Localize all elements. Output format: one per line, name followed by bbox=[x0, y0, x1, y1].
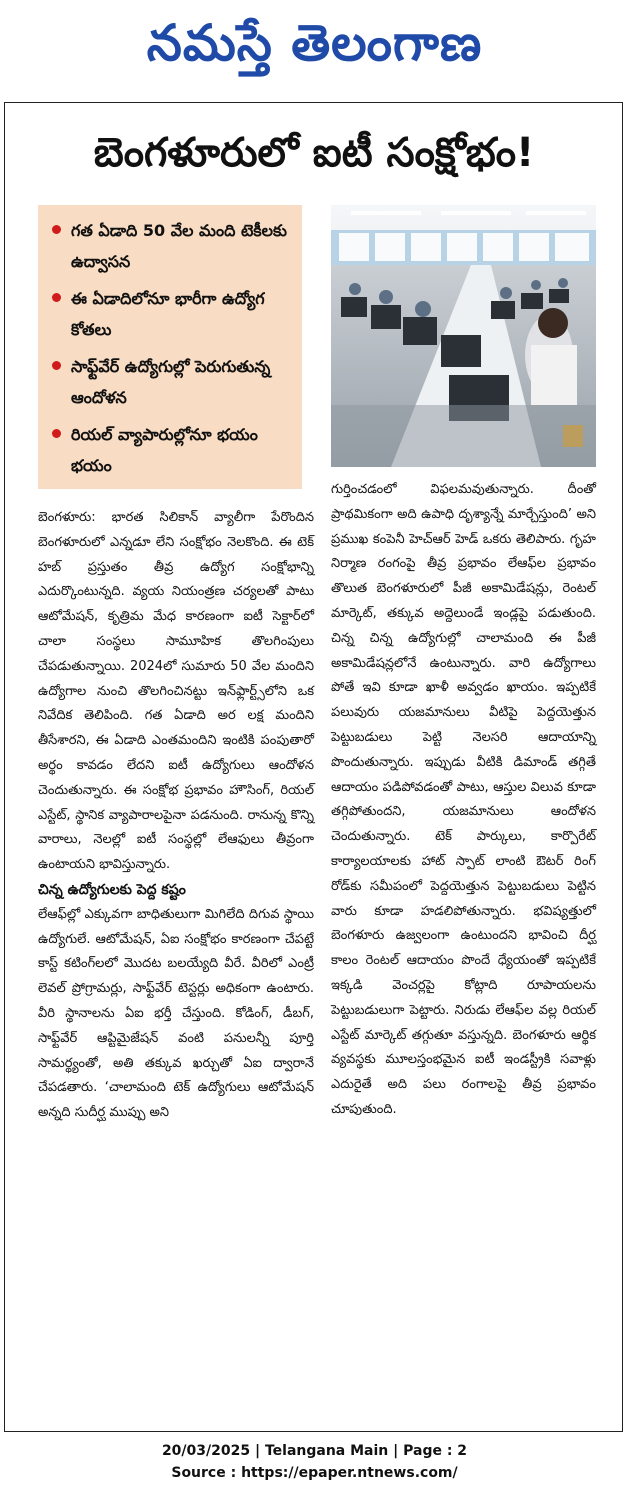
source-link[interactable]: Source : https://epaper.ntnews.com/ bbox=[171, 1465, 458, 1481]
office-photo-illustration bbox=[331, 205, 596, 467]
highlight-item bbox=[52, 351, 290, 413]
highlight-item bbox=[52, 419, 290, 481]
article-paragraph: బెంగళూరు: భారత సిలికాన్ వ్యాలీగా పేరొందిన బెంగళూరులో ఎన్నడూ లేని సంక్షోభం నెలకొంది. ఈ టెక్ హబ్ ప్రస్తుతం తీవ్ర ఉద్యోగ సంక్షోభాన్ని ఎదుర్కొంటున్నది. వ్యయ నియంత్రణ చర్యలతో పాటు ఆటోమేషన్, కృత్రిమ మేధ కారణంగా ఐటీ సెక్టార్‌లో చాలా సంస్థలు సామూహిక తొలగింపులు చేపడుతున్నాయి. 2024లో సుమారు 50 వేల మందిని ఉద్యోగాల నుంచి తొలగించినట్టు ఇన్‌ఫ్లార్ట్స్‌లోని ఒక నివేదిక తెలిపింది. గత ఏడాది అర లక్ష మందిని తీసేశారని, ఈ ఏడాది ఎంతమందిని ఇంటికి పంపుతారో అర్థం కావడం లేదని ఐటీ ఉద్యోగులు ఆందోళన చెందుతున్నారు. ఈ సంక్షోభ ప్రభావం హౌసింగ్, రియల్ ఎస్టేట్, స్థానిక వ్యాపారాలపైనా పడనుంది. రానున్న కొన్ని వారాలు, నెలల్లో ఐటీ సంస్థల్లో లేఆఫులు తీవ్రంగా ఉంటాయని భావిస్తున్నారు. bbox=[38, 510, 314, 873]
article-subheading: చిన్న ఉద్యోగులకు పెద్ద కష్టం bbox=[38, 881, 186, 898]
masthead bbox=[0, 0, 629, 100]
article-column-left bbox=[38, 506, 314, 1126]
article-headline: బెంగళూరులో ఐటీ సంక్షోభం! bbox=[93, 130, 535, 176]
bullet-icon bbox=[52, 361, 61, 370]
article-paragraph: లేఆఫ్‌ల్లో ఎక్కువగా బాధితులుగా మిగిలేది దిగువ స్థాయి ఉద్యోగులే. ఆటోమేషన్, ఏఐ సంక్షోభం కారణంగా చేపట్టే కాస్ట్ కటింగ్‌లలో మొదట బలయ్యేది వీరే. వీరిలో ఎంట్రీ లెవల్ ప్రోగ్రామర్లు, సాఫ్ట్‌వేర్ టెస్టర్లు అధికంగా ఉంటారు. వీరి స్థానాలను ఏఐ భర్తీ చేస్తుంది. కోడింగ్, డీబగ్, సాఫ్ట్‌వేర్ ఆప్టిమైజేషన్ వంటి పనులన్నీ పూర్తి సామర్థ్యంతో, అతి తక్కువ ఖర్చుతో ఏఐ ద్వారానే చేపడతారు. ‘చాలామంది టెక్ ఉద్యోగులు ఆటోమేషన్ అన్నది సుదీర్ఘ ముప్పు అని bbox=[38, 906, 314, 1121]
article-column-right bbox=[331, 478, 596, 1123]
bullet-icon bbox=[52, 293, 61, 302]
article-paragraph: గుర్తించడంలో విఫలమవుతున్నారు. దీంతో ప్రాథమికంగా అది ఉపాధి దృశ్యాన్నే మార్చేస్తుంది’ అని ప్రముఖ కంపెనీ హెచ్‌ఆర్ హెడ్ ఒకరు తెలిపారు. గృహ నిర్మాణ రంగంపై తీవ్ర ప్రభావం లేఆఫ్‌ల ప్రభావం తొలుత బెంగళూరులో పీజీ అకామిడేషన్లు, రెంటల్ మార్కెట్, తక్కువ అద్దెలుండే ఇండ్లపై పడుతుంది. చిన్న చిన్న ఉద్యోగుల్లో చాలామంది ఈ పీజీ అకామిడేషన్లలోనే ఉంటున్నారు. వారి ఉద్యోగాలు పోతే ఇవి కూడా ఖాళీ అవ్వడం ఖాయం. ఇప్పటికే పలువురు యజమానులు వీటిపై పెద్దయెత్తున పెట్టుబడులు పెట్టి నెలసరి ఆదాయాన్ని పొందుతున్నారు. ఇప్పుడు వీటికి డిమాండ్ తగ్గితే ఆదాయం పడిపోవడంతో పాటు, ఆస్తుల విలువ కూడా తగ్గిపోతుందని, యజమానులు ఆందోళన చెందుతున్నారు. టెక్ పార్కులు, కార్పొరేట్ కార్యాలయాలకు హాట్ స్పాట్ లాంటి ఔటర్ రింగ్ రోడ్‌కు సమీపంలో పెద్దయెత్తున పెట్టుబడులు పెట్టిన వారు కూడా హడలిపోతున్నారు. భవిష్యత్తులో బెంగళూరు ఉజ్వలంగా ఉంటుందని భావించి దీర్ఘ కాలం రెంటల్ ఆదాయం పొందే ధ్యేయంతో ఇప్పటికే ఇక్కడి వెంచర్లపై కోట్లాది రూపాయలను పెట్టుబడులుగా పెట్టారు. నిరుడు లేఆఫ్‌ల వల్ల రియల్ ఎస్టేట్ మార్కెట్ తగ్గుతూ వస్తున్నది. బెంగళూరు ఆర్థిక వ్యవస్థకు మూలస్తంభమైన ఐటీ ఇండస్ట్రీకి సవాళ్లు ఎదురైతే అది పలు రంగాలపై తీవ్ర ప్రభావం చూపుతుంది. bbox=[331, 482, 596, 1117]
highlight-item bbox=[52, 215, 290, 277]
highlights-box bbox=[38, 205, 302, 489]
bullet-icon bbox=[52, 429, 61, 438]
highlight-item bbox=[52, 283, 290, 345]
highlight-text: సాఫ్ట్‌వేర్ ఉద్యోగుల్లో పెరుగుతున్న ఆందోళన bbox=[71, 357, 271, 407]
highlight-text: గత ఏడాది 50 వేల మంది టెకీలకు ఉద్వాసన bbox=[71, 221, 287, 271]
newspaper-logo: నమస్తే తెలంగాణ bbox=[146, 14, 483, 72]
highlight-text: రియల్ వ్యాపారుల్లోనూ భయం భయం bbox=[71, 425, 258, 475]
bullet-icon bbox=[52, 225, 61, 234]
edition-info: 20/03/2025 | Telangana Main | Page : 2 bbox=[161, 1443, 468, 1459]
page-footer bbox=[0, 1440, 629, 1484]
highlight-text: ఈ ఏడాదిలోనూ భారీగా ఉద్యోగ కోతలు bbox=[71, 289, 265, 339]
office-photo bbox=[331, 205, 596, 467]
